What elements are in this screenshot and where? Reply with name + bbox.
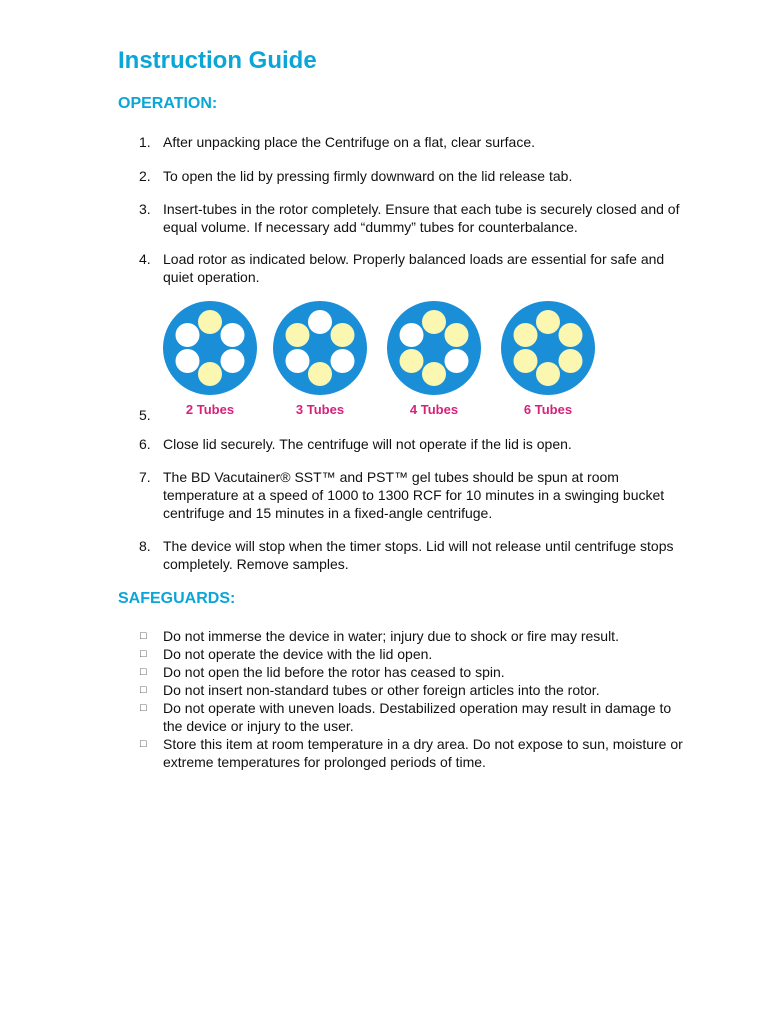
rotor-label-2-tubes: 2 Tubes (185, 402, 235, 417)
tube-slot-empty (176, 349, 200, 373)
step-number: 5. (139, 407, 151, 423)
tube-slot-empty (400, 323, 424, 347)
safeguard-text: Do not operate with uneven loads. Destabilized operation may result in damage to the device or injury to the user. (163, 700, 672, 734)
rotor-2 (273, 301, 367, 395)
step-number: 2. (139, 168, 151, 184)
rotor-1 (163, 301, 257, 395)
step-number: 3. (139, 201, 151, 217)
tube-slot-empty (286, 349, 310, 373)
checkbox-bullet-icon: □ (140, 684, 147, 696)
rotor-label-3-tubes: 3 Tubes (295, 402, 345, 417)
safeguard-text: Do not operate the device with the lid open. (163, 646, 433, 662)
tube-slot-loaded (198, 362, 222, 386)
step-text: To open the lid by pressing firmly downward on the lid release tab. (163, 168, 573, 184)
operation-heading: OPERATION: (118, 95, 218, 112)
tube-slot-loaded (514, 349, 538, 373)
step-text: Close lid securely. The centrifuge will not operate if the lid is open. (163, 436, 572, 452)
rotor-graphics (160, 298, 610, 402)
page-title: Instruction Guide (118, 47, 317, 74)
step-text: The device will stop when the timer stops. Lid will not release until centrifuge stops completely. Remove samples. (163, 538, 674, 572)
safeguard-text: Do not insert non-standard tubes or other foreign articles into the rotor. (163, 682, 600, 698)
tube-slot-loaded (198, 310, 222, 334)
rotor-label-4-tubes: 4 Tubes (409, 402, 459, 417)
rotor-load-diagram (160, 298, 610, 428)
tube-slot-loaded (536, 362, 560, 386)
tube-slot-loaded (331, 323, 355, 347)
step-number: 1. (139, 134, 151, 150)
step-number: 4. (139, 251, 151, 267)
tube-slot-empty (221, 349, 245, 373)
tube-slot-empty (331, 349, 355, 373)
checkbox-bullet-icon: □ (140, 648, 147, 660)
rotor-4 (501, 301, 595, 395)
tube-slot-loaded (514, 323, 538, 347)
step-text: After unpacking place the Centrifuge on a flat, clear surface. (163, 134, 535, 150)
step-text: Insert-tubes in the rotor completely. Ensure that each tube is securely closed and of equal volume. If necessary add “dummy” tubes for counterbalance. (163, 201, 680, 235)
tube-slot-loaded (400, 349, 424, 373)
step-number: 7. (139, 469, 151, 485)
safeguard-text: Do not open the lid before the rotor has ceased to spin. (163, 664, 505, 680)
step-text: The BD Vacutainer® SST™ and PST™ gel tubes should be spun at room temperature at a speed of 1000 to 1300 RCF for 10 minutes in a swinging bucket centrifuge and 15 minutes in a fixed-angle centrifuge. (163, 469, 665, 521)
checkbox-bullet-icon: □ (140, 666, 147, 678)
tube-slot-loaded (308, 362, 332, 386)
checkbox-bullet-icon: □ (140, 738, 147, 750)
tube-slot-loaded (422, 362, 446, 386)
tube-slot-empty (221, 323, 245, 347)
safeguard-text: Do not immerse the device in water; injury due to shock or fire may result. (163, 628, 619, 644)
checkbox-bullet-icon: □ (140, 702, 147, 714)
safeguards-heading: SAFEGUARDS: (118, 590, 236, 607)
tube-slot-empty (445, 349, 469, 373)
rotor-label-6-tubes: 6 Tubes (523, 402, 573, 417)
tube-slot-loaded (286, 323, 310, 347)
step-number: 6. (139, 436, 151, 452)
step-text: Load rotor as indicated below. Properly balanced loads are essential for safe and quiet operation. (163, 251, 665, 285)
safeguard-text: Store this item at room temperature in a dry area. Do not expose to sun, moisture or extreme temperatures for prolonged periods of time. (163, 736, 683, 770)
rotor-3 (387, 301, 481, 395)
tube-slot-loaded (559, 349, 583, 373)
checkbox-bullet-icon: □ (140, 630, 147, 642)
tube-slot-loaded (445, 323, 469, 347)
tube-slot-loaded (559, 323, 583, 347)
tube-slot-empty (176, 323, 200, 347)
tube-slot-loaded (536, 310, 560, 334)
step-number: 8. (139, 538, 151, 554)
tube-slot-empty (308, 310, 332, 334)
tube-slot-loaded (422, 310, 446, 334)
